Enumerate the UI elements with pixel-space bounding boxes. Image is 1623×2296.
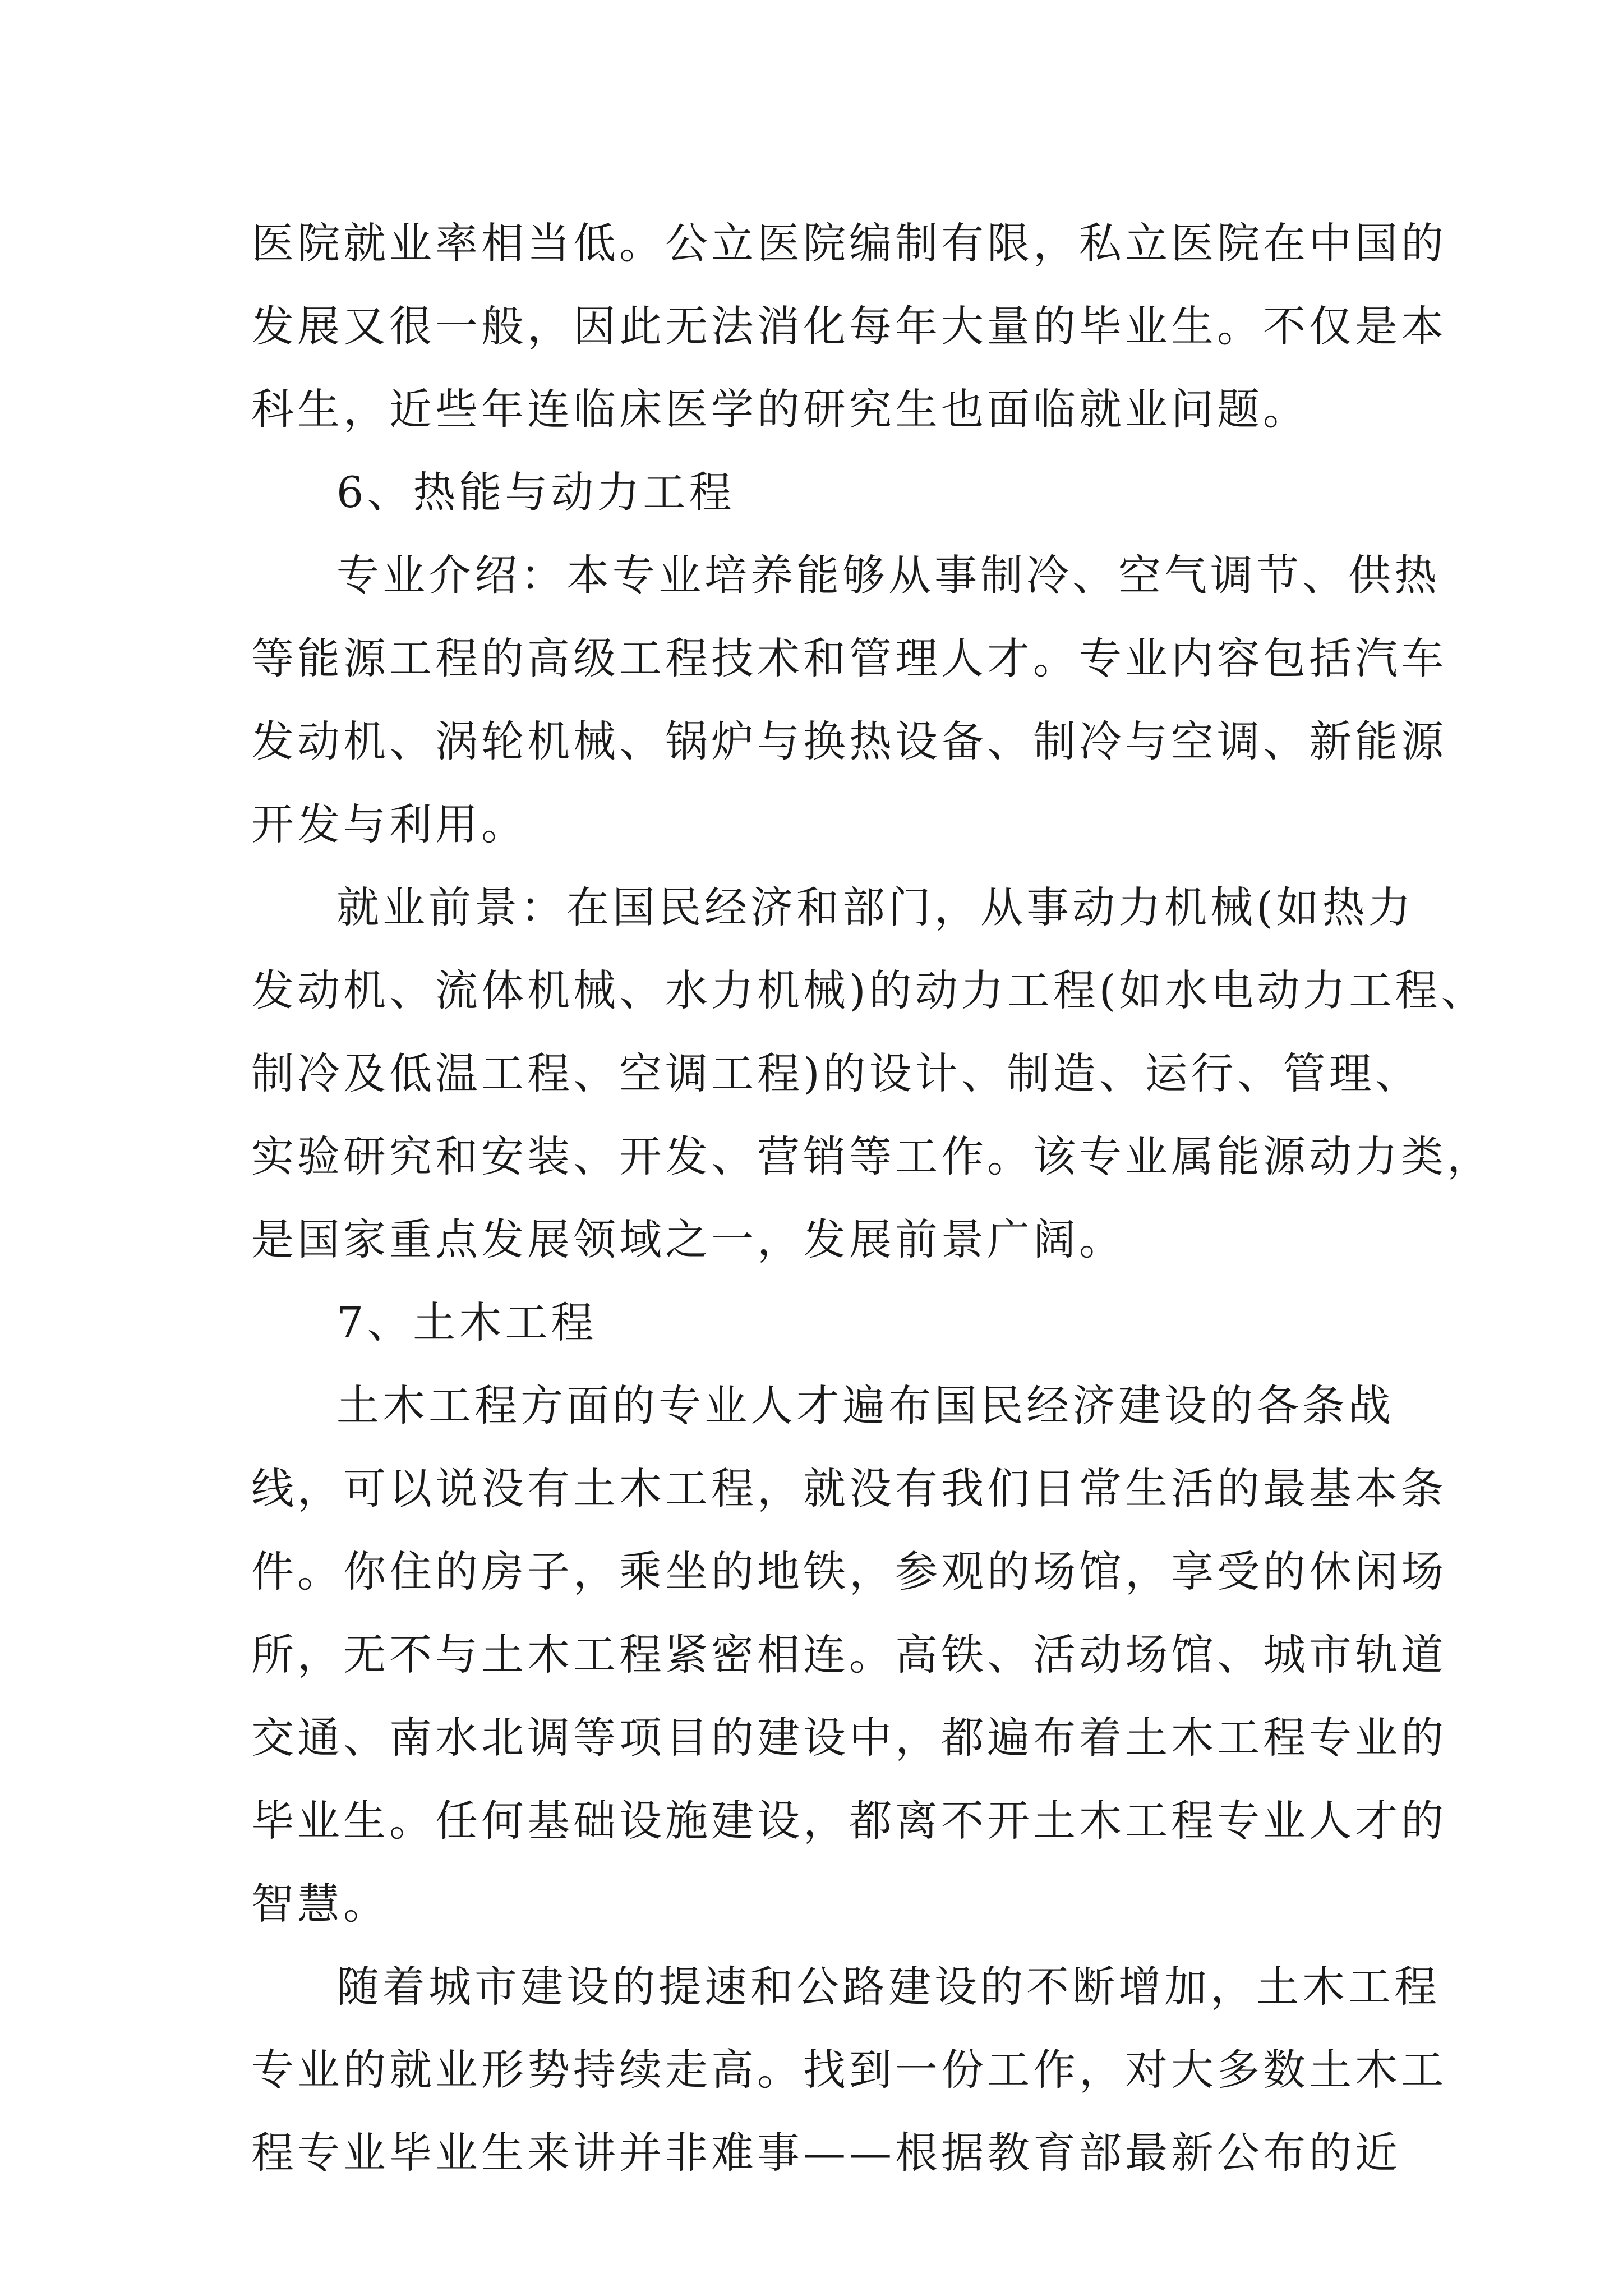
text-line: 开发与利用。 [251,799,527,849]
text-line: 土木工程方面的专业人才遍布国民经济建设的各条战 [336,1381,1394,1430]
section-heading: 7、土木工程 [336,1297,597,1347]
text-line: 是国家重点发展领域之一，发展前景广阔。 [251,1214,1125,1264]
text-line: 就业前景：在国民经济和部门，从事动力机械(如热力 [336,882,1414,932]
text-line: 专业介绍：本专业培养能够从事制冷、空气调节、供热 [336,550,1440,600]
text-line: 线，可以说没有土木工程，就没有我们日常生活的最基本条 [251,1464,1447,1513]
text-line: 毕业生。任何基础设施建设，都离不开土木工程专业人才的 [251,1796,1447,1846]
text-line: 科生，近些年连临床医学的研究生也面临就业问题。 [251,384,1309,434]
text-line: 件。你住的房子，乘坐的地铁，参观的场馆，享受的休闲场 [251,1547,1447,1596]
section-heading: 6、热能与动力工程 [336,467,735,517]
text-line: 发展又很一般，因此无法消化每年大量的毕业生。不仅是本 [251,301,1447,351]
text-line: 发动机、流体机械、水力机械)的动力工程(如水电动力工程、 [251,965,1487,1015]
text-line: 实验研究和安装、开发、营销等工作。该专业属能源动力类， [251,1131,1493,1181]
text-line: 发动机、涡轮机械、锅炉与换热设备、制冷与空调、新能源 [251,716,1447,766]
text-line: 制冷及低温工程、空调工程)的设计、制造、运行、管理、 [251,1048,1421,1098]
text-line: 智慧。 [251,1879,389,1929]
text-line: 所，无不与土木工程紧密相连。高铁、活动场馆、城市轨道 [251,1630,1447,1680]
text-line: 交通、南水北调等项目的建设中，都遍布着土木工程专业的 [251,1713,1447,1763]
text-line: 等能源工程的高级工程技术和管理人才。专业内容包括汽车 [251,633,1447,683]
text-line: 程专业毕业生来讲并非难事——根据教育部最新公布的近 [251,2128,1401,2178]
text-line: 随着城市建设的提速和公路建设的不断增加，土木工程 [336,1962,1440,2012]
text-line: 专业的就业形势持续走高。找到一份工作，对大多数土木工 [251,2045,1447,2095]
document-body [251,202,1493,2194]
text-line: 医院就业率相当低。公立医院编制有限，私立医院在中国的 [251,218,1447,268]
